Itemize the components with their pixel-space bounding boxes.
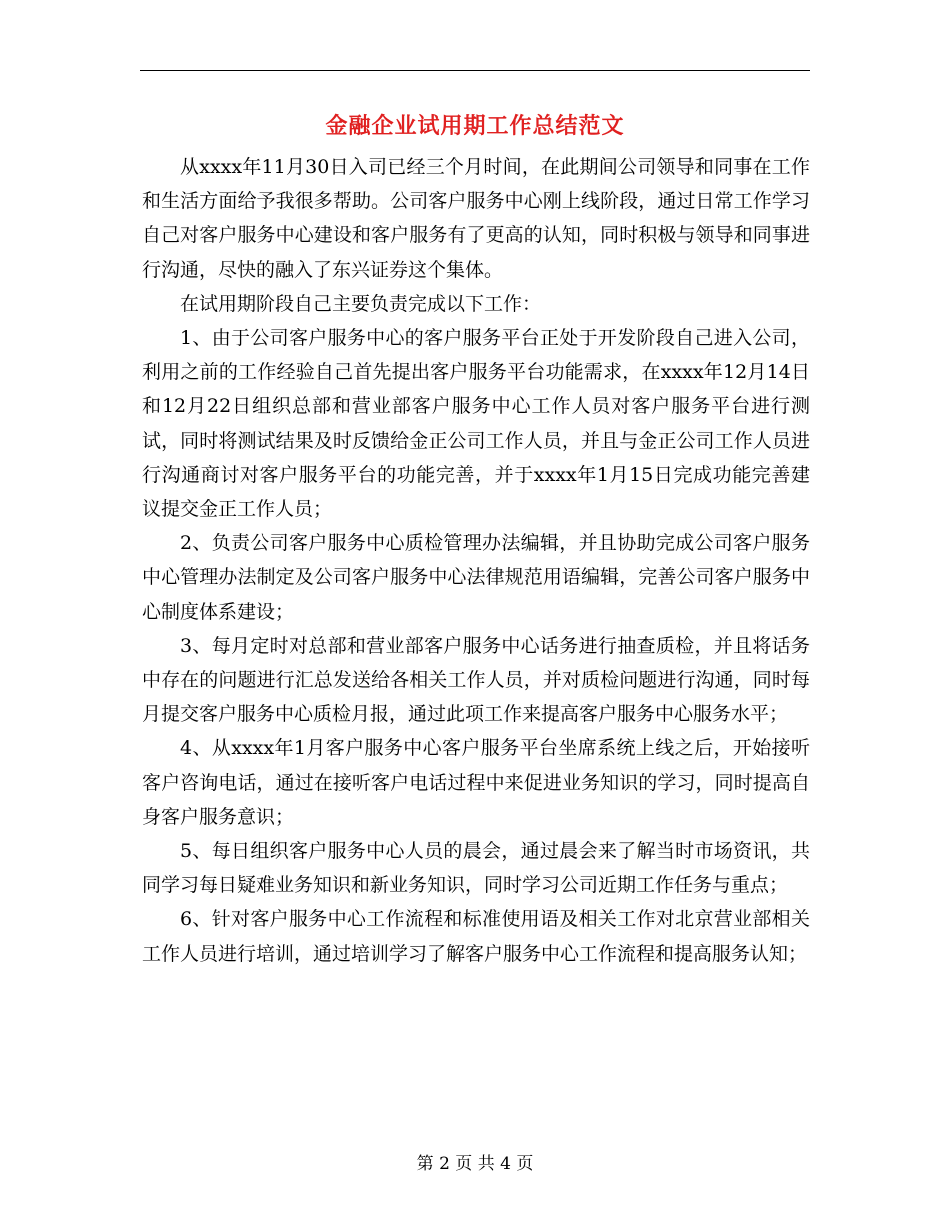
paragraph-work-intro: 在试用期阶段自己主要负责完成以下工作： (180, 292, 542, 315)
page-number-footer: 第 2 页 共 4 页 (416, 1154, 534, 1174)
paragraph-item-1: 1、由于公司客户服务中心的客户服务平台正处于开发阶段自己进入公司，利用之前的工作经验自己首先提出客户服务平台功能需求，在xxxx年12月14日和12月22日组织总部和营业部客户服务中心工作人员对客户服务平台进行测试，同时将测试结果及时反馈给金正公司工作人员，并且与金正公司工作人员进行沟通商讨对客户服务平台的功能完善，并于xxxx年1月15日完成功能完善建议提交金正工作人员； (142, 327, 810, 521)
paragraph-item-2: 2、负责公司客户服务中心质检管理办法编辑，并且协助完成公司客户服务中心管理办法制定及公司客户服务中心法律规范用语编辑，完善公司客户服务中心制度体系建设； (142, 532, 810, 623)
document-body (142, 150, 810, 971)
paragraph-intro: 从xxxx年11月30日入司已经三个月时间，在此期间公司领导和同事在工作和生活方面给予我很多帮助。公司客户服务中心刚上线阶段，通过日常工作学习自己对客户服务中心建设和客户服务有了更高的认知，同时积极与领导和同事进行沟通，尽快的融入了东兴证券这个集体。 (142, 156, 810, 281)
paragraph-item-3: 3、每月定时对总部和营业部客户服务中心话务进行抽查质检，并且将话务中存在的问题进行汇总发送给各相关工作人员，并对质检问题进行沟通，同时每月提交客户服务中心质检月报，通过此项工作来提高客户服务中心服务水平； (142, 634, 810, 726)
header-rule (140, 70, 810, 71)
paragraph-item-5: 5、每日组织客户服务中心人员的晨会，通过晨会来了解当时市场资讯，共同学习每日疑难业务知识和新业务知识，同时学习公司近期工作任务与重点； (142, 840, 810, 897)
paragraph-item-6: 6、针对客户服务中心工作流程和标准使用语及相关工作对北京营业部相关工作人员进行培训，通过培训学习了解客户服务中心工作流程和提高服务认知； (142, 908, 810, 965)
document-title: 金融企业试用期工作总结范文 (325, 113, 625, 139)
paragraph-item-4: 4、从xxxx年1月客户服务中心客户服务平台坐席系统上线之后，开始接听客户咨询电话，通过在接听客户电话过程中来促进业务知识的学习，同时提高自身客户服务意识； (142, 737, 810, 828)
